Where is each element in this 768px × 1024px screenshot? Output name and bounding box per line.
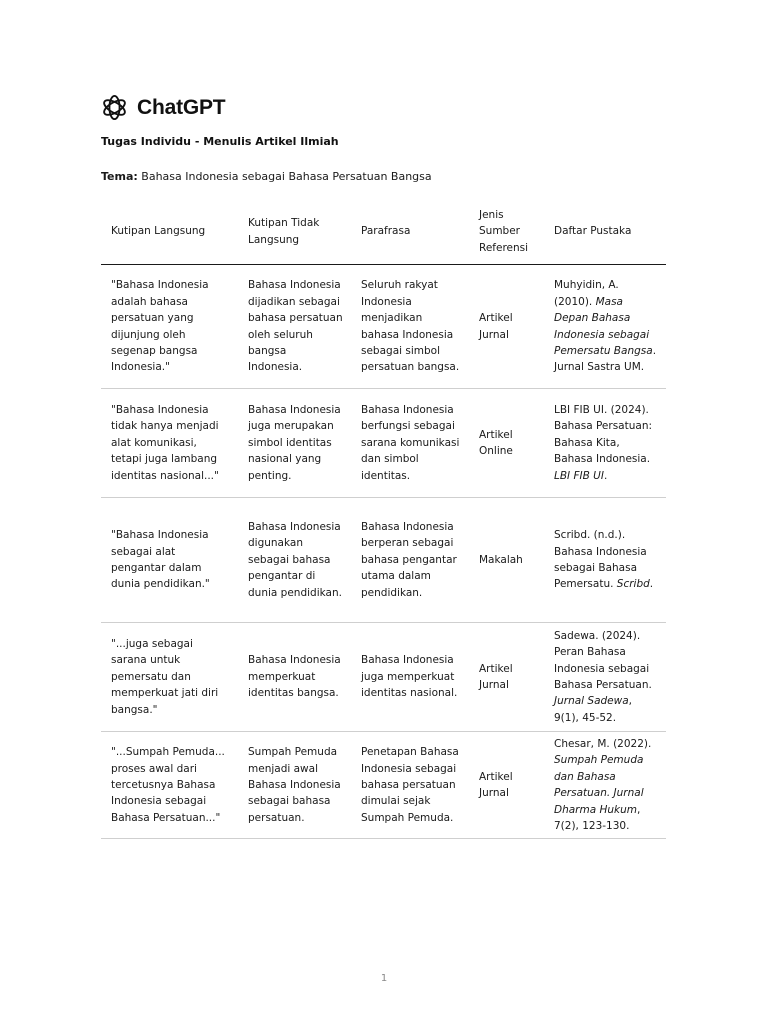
reference-table — [101, 201, 666, 839]
pustaka-text: . — [603, 469, 608, 482]
header-kutipan-langsung: Kutipan Langsung — [101, 201, 238, 265]
header-parafrasa: Parafrasa — [351, 201, 469, 265]
pustaka-text: . Jurnal Sastra UM. — [554, 344, 657, 374]
table-row — [101, 623, 666, 732]
pustaka-text: Muhyidin, A. (2010). — [554, 279, 619, 308]
cell-daftar-pustaka — [544, 623, 666, 732]
pustaka-text: Sadewa. (2024). Peran Bahasa Indonesia sebagai Bahasa Persatuan. — [554, 629, 652, 691]
cell-kutipan-langsung: "...juga sebagai sarana untuk pemersatu dan memperkuat jati diri bangsa." — [101, 623, 238, 732]
cell-kutipan-langsung: "Bahasa Indonesia tidak hanya menjadi alat komunikasi, tetapi juga lambang identitas nasional..." — [101, 389, 238, 498]
cell-kutipan-tidak-langsung: Bahasa Indonesia dijadikan sebagai bahasa persatuan oleh seluruh bangsa Indonesia. — [238, 265, 351, 389]
cell-jenis-sumber: Makalah — [469, 498, 544, 623]
cell-kutipan-langsung: "...Sumpah Pemuda... proses awal dari tercetusnya Bahasa Indonesia sebagai Bahasa Persatuan..." — [101, 732, 238, 839]
table-row — [101, 389, 666, 498]
chatgpt-logo-icon — [100, 93, 129, 122]
topic-label: Tema: — [101, 170, 138, 183]
header — [100, 93, 225, 122]
table-row — [101, 265, 666, 389]
cell-jenis-sumber: Artikel Online — [469, 389, 544, 498]
cell-jenis-sumber: Artikel Jurnal — [469, 265, 544, 389]
cell-kutipan-langsung: "Bahasa Indonesia sebagai alat pengantar dalam dunia pendidikan." — [101, 498, 238, 623]
cell-parafrasa: Bahasa Indonesia berfungsi sebagai sarana komunikasi dan simbol identitas. — [351, 389, 469, 498]
cell-jenis-sumber: Artikel Jurnal — [469, 623, 544, 732]
cell-kutipan-tidak-langsung: Bahasa Indonesia memperkuat identitas bangsa. — [238, 623, 351, 732]
topic-value: Bahasa Indonesia sebagai Bahasa Persatuan Bangsa — [137, 170, 432, 183]
pustaka-text: LBI FIB UI. (2024). Bahasa Persatuan: Bahasa Kita, Bahasa Indonesia. — [554, 403, 653, 466]
pustaka-text: . — [649, 578, 654, 591]
pustaka-italic-text: Scribd — [616, 578, 650, 591]
cell-parafrasa: Penetapan Bahasa Indonesia sebagai bahasa persatuan dimulai sejak Sumpah Pemuda. — [351, 732, 469, 839]
pustaka-italic-text: Masa Depan Bahasa Indonesia sebagai Pemersatu Bangsa — [554, 295, 653, 357]
cell-parafrasa: Bahasa Indonesia juga memperkuat identitas nasional. — [351, 623, 469, 732]
pustaka-text: Chesar, M. (2022). — [554, 738, 652, 750]
pustaka-text: , 9(1), 45-52. — [554, 695, 633, 724]
header-daftar-pustaka: Daftar Pustaka — [544, 201, 666, 265]
cell-parafrasa: Seluruh rakyat Indonesia menjadikan bahasa Indonesia sebagai simbol persatuan bangsa. — [351, 265, 469, 389]
table-body — [101, 265, 666, 839]
pustaka-text: , 7(2), 123-130. — [554, 803, 641, 833]
header-kutipan-tidak-langsung: Kutipan Tidak Langsung — [238, 201, 351, 265]
cell-kutipan-tidak-langsung: Bahasa Indonesia juga merupakan simbol identitas nasional yang penting. — [238, 389, 351, 498]
brand-name: ChatGPT — [137, 95, 226, 119]
table-row — [101, 498, 666, 623]
cell-kutipan-tidak-langsung: Bahasa Indonesia digunakan sebagai bahasa pengantar di dunia pendidikan. — [238, 498, 351, 623]
pustaka-italic-text: Jurnal Sadewa — [554, 695, 629, 708]
pustaka-italic-text: Sumpah Pemuda dan Bahasa Persatuan. Jurnal Dharma Hukum — [554, 754, 644, 816]
cell-kutipan-tidak-langsung: Sumpah Pemuda menjadi awal Bahasa Indonesia sebagai bahasa persatuan. — [238, 732, 351, 839]
document-title: Tugas Individu - Menulis Artikel Ilmiah — [101, 135, 339, 148]
pustaka-text: Scribd. (n.d.). Bahasa Indonesia sebagai Bahasa Pemersatu. — [554, 529, 647, 591]
cell-daftar-pustaka — [544, 389, 666, 498]
cell-daftar-pustaka — [544, 498, 666, 623]
pustaka-italic-text: LBI FIB UI — [554, 469, 604, 482]
table-row — [101, 732, 666, 839]
table-header-row — [101, 201, 666, 265]
cell-parafrasa: Bahasa Indonesia berperan sebagai bahasa pengantar utama dalam pendidikan. — [351, 498, 469, 623]
cell-jenis-sumber: Artikel Jurnal — [469, 732, 544, 839]
cell-kutipan-langsung: "Bahasa Indonesia adalah bahasa persatuan yang dijunjung oleh segenap bangsa Indonesia." — [101, 265, 238, 389]
page-number: 1 — [380, 973, 388, 984]
header-jenis-sumber: Jenis Sumber Referensi — [469, 201, 544, 265]
cell-daftar-pustaka — [544, 732, 666, 839]
document-topic — [101, 170, 432, 183]
cell-daftar-pustaka — [544, 265, 666, 389]
